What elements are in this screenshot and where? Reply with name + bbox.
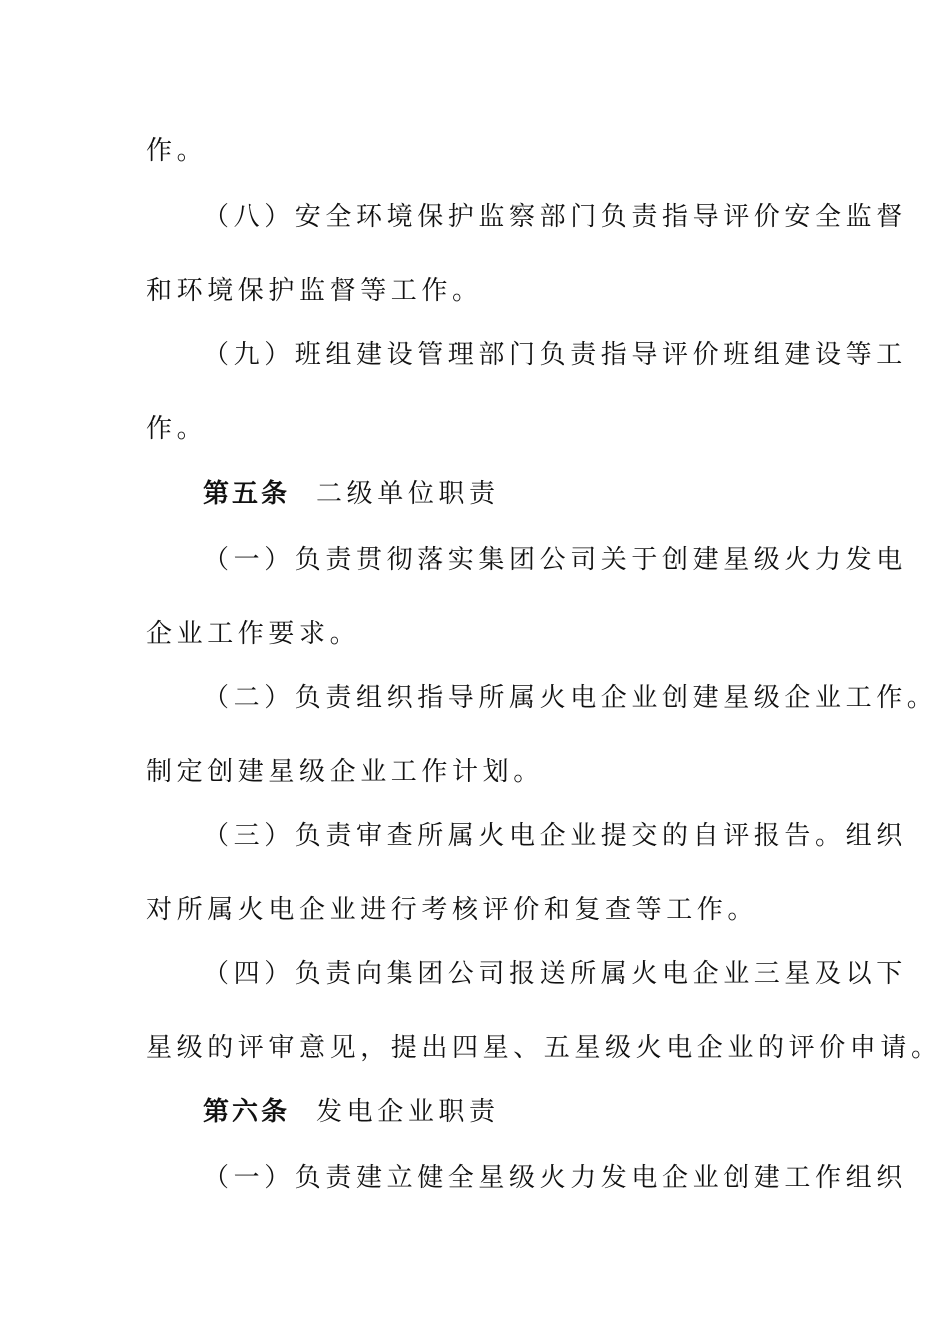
paragraph-line: （三）负责审查所属火电企业提交的自评报告。组织: [203, 821, 907, 851]
paragraph-line: （九）班组建设管理部门负责指导评价班组建设等工: [203, 340, 907, 370]
article-number: 第五条: [203, 479, 291, 509]
paragraph-line: （二）负责组织指导所属火电企业创建星级企业工作。: [203, 683, 938, 713]
paragraph-line: 制定创建星级企业工作计划。: [146, 757, 544, 787]
article-title: 发电企业职责: [316, 1097, 500, 1127]
article-title: 二级单位职责: [316, 479, 500, 509]
paragraph-line: （八）安全环境保护监察部门负责指导评价安全监督: [203, 202, 907, 232]
paragraph-line: 作。: [146, 136, 208, 166]
article-number: 第六条: [203, 1097, 291, 1127]
paragraph-line: 星级的评审意见，提出四星、五星级火电企业的评价申请。: [146, 1033, 942, 1063]
paragraph-line: 对所属火电企业进行考核评价和复查等工作。: [146, 895, 759, 925]
paragraph-line: （一）负责贯彻落实集团公司关于创建星级火力发电: [203, 545, 907, 575]
paragraph-line: 企业工作要求。: [146, 619, 361, 649]
paragraph-line: 和环境保护监督等工作。: [146, 276, 483, 306]
article-heading: [203, 479, 500, 509]
paragraph-line: 作。: [146, 414, 208, 444]
article-heading: [203, 1097, 500, 1127]
paragraph-line: （一）负责建立健全星级火力发电企业创建工作组织: [203, 1163, 907, 1193]
paragraph-line: （四）负责向集团公司报送所属火电企业三星及以下: [203, 959, 907, 989]
